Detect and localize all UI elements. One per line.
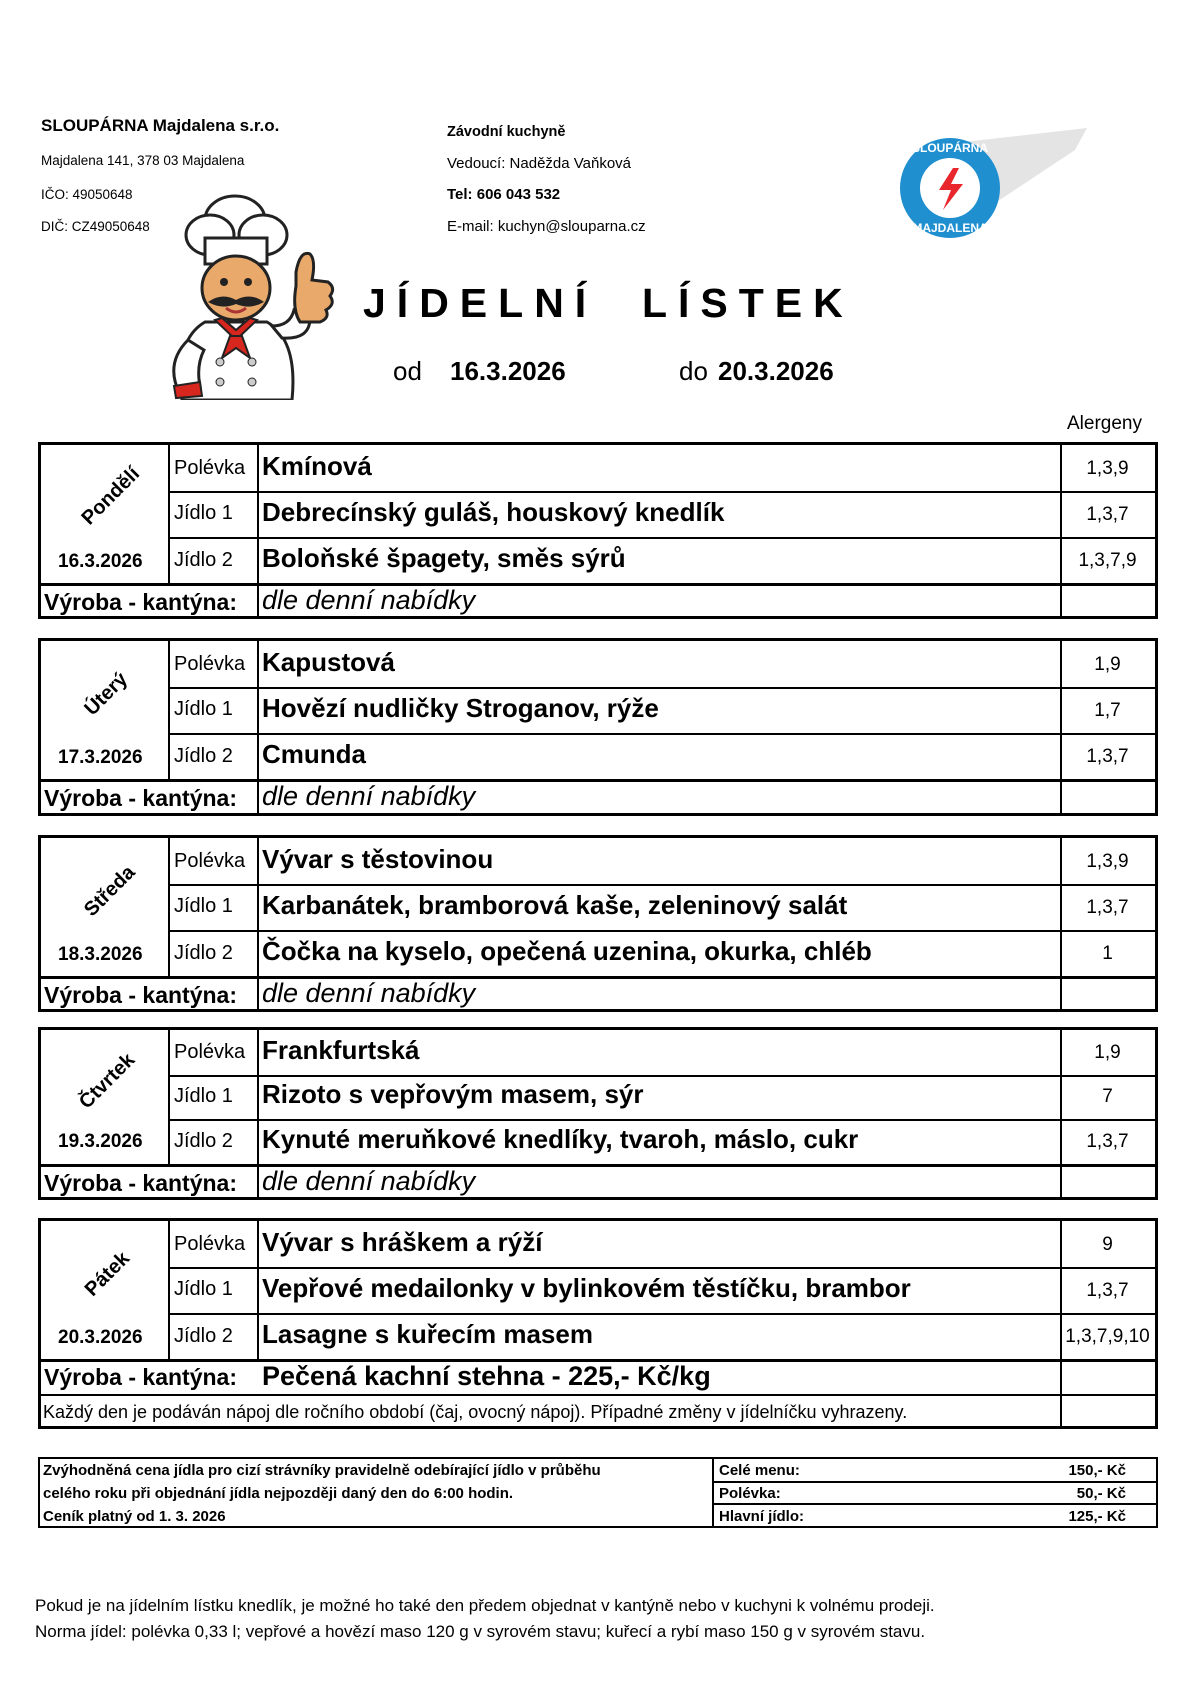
soup-allergens: 1,9: [1094, 654, 1121, 675]
row-label-soup: Polévka: [174, 653, 246, 675]
day-name: Pátek: [80, 1247, 134, 1301]
row-label-meal1: Jídlo 1: [174, 1278, 233, 1300]
day-date: 17.3.2026: [58, 747, 143, 768]
soup-name: Vývar s hráškem a rýží: [262, 1227, 543, 1257]
row-label-meal2: Jídlo 2: [174, 745, 233, 767]
meal1-allergens: 1,7: [1094, 700, 1121, 721]
soup-allergens: 1,3,9: [1086, 458, 1129, 479]
day-date: 16.3.2026: [58, 551, 143, 572]
vyroba-label: Výroba - kantýna:: [44, 785, 237, 811]
price-value-full-menu: 150,- Kč: [1068, 1462, 1126, 1479]
meal2-name: Čočka na kyselo, opečená uzenina, okurka, chléb: [262, 936, 872, 966]
row-label-meal1: Jídlo 1: [174, 698, 233, 720]
meal1-name: Debrecínský guláš, houskový knedlík: [262, 497, 725, 527]
soup-name: Vývar s těstovinou: [262, 844, 494, 874]
period-to-date: 20.3.2026: [718, 356, 834, 386]
meal2-allergens: 1,3,7: [1086, 746, 1129, 767]
vyroba-label: Výroba - kantýna:: [44, 1364, 237, 1390]
meal1-name: Hovězí nudličky Stroganov, rýže: [262, 693, 659, 723]
period-to-label: do: [679, 356, 708, 386]
vyroba-label: Výroba - kantýna:: [44, 1170, 237, 1196]
day-block-wednesday: [38, 835, 1158, 1012]
day-block-tuesday: [38, 638, 1158, 816]
price-label-full-menu: Celé menu:: [719, 1462, 800, 1479]
soup-allergens: 9: [1102, 1234, 1113, 1255]
price-label-main: Hlavní jídlo:: [719, 1508, 805, 1525]
day-name: Středa: [79, 861, 140, 921]
day-date: 18.3.2026: [58, 944, 143, 965]
kitchen-email: E-mail: kuchyn@slouparna.cz: [447, 218, 646, 235]
vyroba-value: dle denní nabídky: [262, 978, 476, 1008]
period-from-label: od: [393, 356, 422, 386]
row-label-meal2: Jídlo 2: [174, 549, 233, 571]
footer-note-portions: Norma jídel: polévka 0,33 l; vepřové a hovězí maso 120 g v syrovém stavu; kuřecí a rybí maso 150 g v syrovém stavu.: [35, 1622, 926, 1641]
period-from-date: 16.3.2026: [450, 356, 566, 386]
soup-allergens: 1,9: [1094, 1042, 1121, 1063]
meal1-allergens: 1,3,7: [1086, 504, 1129, 525]
pricing-text-line-1: Zvýhodněná cena jídla pro cizí strávníky pravidelně odebírající jídlo v průběhu: [43, 1462, 601, 1479]
meal2-allergens: 1: [1102, 943, 1113, 964]
meal2-name: Cmunda: [262, 739, 366, 769]
row-label-meal2: Jídlo 2: [174, 1325, 233, 1347]
row-label-meal1: Jídlo 1: [174, 1085, 233, 1107]
chef-illustration: [160, 190, 355, 400]
meal1-allergens: 7: [1102, 1086, 1113, 1107]
row-label-soup: Polévka: [174, 1233, 246, 1255]
allergens-header: Alergeny: [1067, 413, 1142, 434]
soup-name: Kapustová: [262, 647, 395, 677]
day-name: Úterý: [80, 668, 133, 721]
company-ico: IČO: 49050648: [41, 187, 133, 202]
daily-note: Každý den je podáván nápoj dle ročního období (čaj, ovocný nápoj). Případné změny v jídelníčku vyhrazeny.: [43, 1402, 908, 1422]
meal1-allergens: 1,3,7: [1086, 1280, 1129, 1301]
meal2-name: Kynuté meruňkové knedlíky, tvaroh, máslo, cukr: [262, 1124, 859, 1154]
meal2-name: Boloňské špagety, směs sýrů: [262, 543, 626, 573]
kitchen-title: Závodní kuchyně: [447, 124, 566, 140]
pricing-valid-from: Ceník platný od 1. 3. 2026: [43, 1508, 226, 1525]
row-label-soup: Polévka: [174, 457, 246, 479]
pricing-box: [38, 1457, 1158, 1528]
day-block-monday: [38, 442, 1158, 619]
day-name: Pondělí: [77, 462, 145, 530]
company-address: Majdalena 141, 378 03 Majdalena: [41, 153, 245, 168]
page-title: JÍDELNÍ LÍSTEK: [363, 280, 854, 326]
row-label-soup: Polévka: [174, 850, 246, 872]
meal2-name: Lasagne s kuřecím masem: [262, 1319, 593, 1349]
meal2-allergens: 1,3,7,9: [1078, 550, 1137, 571]
company-dic: DIČ: CZ49050648: [41, 219, 150, 234]
meal1-name: Rizoto s vepřovým masem, sýr: [262, 1079, 644, 1109]
kitchen-manager: Vedoucí: Naděžda Vaňková: [447, 155, 632, 172]
vyroba-label: Výroba - kantýna:: [44, 982, 237, 1008]
soup-name: Kmínová: [262, 451, 372, 481]
day-date: 19.3.2026: [58, 1131, 143, 1152]
vyroba-value: dle denní nabídky: [262, 585, 476, 615]
meal1-name: Karbanátek, bramborová kaše, zeleninový salát: [262, 890, 848, 920]
logo-text-bottom: MAJDALENA: [912, 221, 988, 235]
day-block-thursday: [38, 1027, 1158, 1200]
day-block-friday: [38, 1218, 1158, 1429]
meal2-allergens: 1,3,7,9,10: [1065, 1326, 1150, 1347]
price-label-soup: Polévka:: [719, 1485, 781, 1502]
footer-note-dumpling: Pokud je na jídelním lístku knedlík, je možné ho také den předem objednat v kantýně nebo v kuchyni k volnému prodeji.: [35, 1596, 935, 1615]
vyroba-value: dle denní nabídky: [262, 781, 476, 811]
vyroba-value: Pečená kachní stehna - 225,- Kč/kg: [262, 1361, 711, 1391]
soup-name: Frankfurtská: [262, 1035, 420, 1065]
row-label-soup: Polévka: [174, 1041, 246, 1063]
row-label-meal1: Jídlo 1: [174, 502, 233, 524]
price-value-soup: 50,- Kč: [1076, 1485, 1126, 1502]
meal2-allergens: 1,3,7: [1086, 1131, 1129, 1152]
row-label-meal2: Jídlo 2: [174, 942, 233, 964]
price-value-main: 125,- Kč: [1068, 1508, 1126, 1525]
meal1-allergens: 1,3,7: [1086, 897, 1129, 918]
row-label-meal2: Jídlo 2: [174, 1130, 233, 1152]
kitchen-phone: Tel: 606 043 532: [447, 186, 561, 203]
vyroba-label: Výroba - kantýna:: [44, 589, 237, 615]
row-label-meal1: Jídlo 1: [174, 895, 233, 917]
logo-text-top: SLOUPÁRNA: [911, 141, 989, 155]
pricing-text-line-2: celého roku při objednání jídla nejpozději daný den do 6:00 hodin.: [43, 1485, 514, 1502]
meal1-name: Vepřové medailonky v bylinkovém těstíčku, brambor: [262, 1273, 911, 1303]
company-logo: [895, 128, 1090, 248]
vyroba-value: dle denní nabídky: [262, 1166, 476, 1196]
day-date: 20.3.2026: [58, 1327, 143, 1348]
day-name: Čtvrtek: [74, 1049, 140, 1114]
soup-allergens: 1,3,9: [1086, 851, 1129, 872]
company-name: SLOUPÁRNA Majdalena s.r.o.: [41, 116, 280, 135]
